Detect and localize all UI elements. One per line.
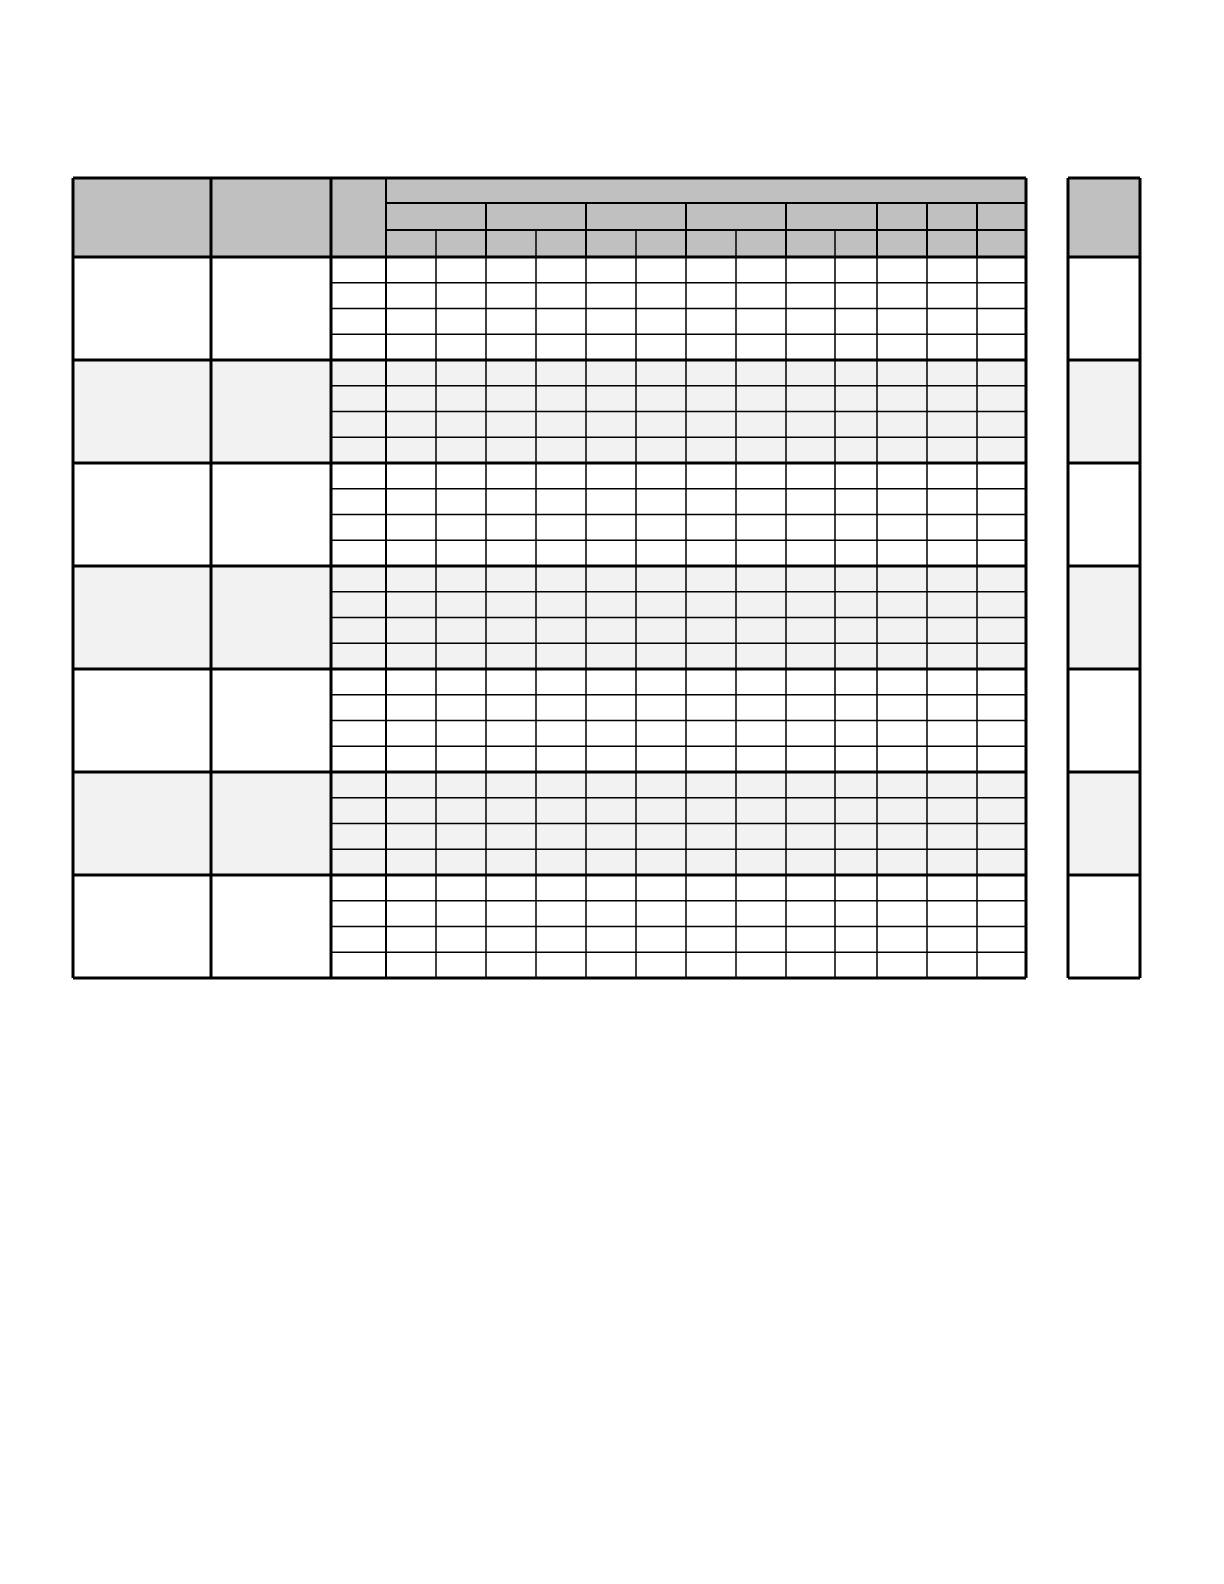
side-header-band bbox=[1068, 178, 1140, 257]
side-row-group-fill bbox=[1068, 360, 1140, 463]
side-row-group-fill bbox=[1068, 669, 1140, 772]
side-row-group-fill bbox=[1068, 566, 1140, 669]
side-row-group-fill bbox=[1068, 875, 1140, 978]
side-row-group-fill bbox=[1068, 463, 1140, 566]
cell-fills bbox=[73, 178, 1140, 978]
header-band bbox=[73, 178, 1026, 257]
side-row-group-fill bbox=[1068, 772, 1140, 875]
side-row-group-fill bbox=[1068, 257, 1140, 360]
